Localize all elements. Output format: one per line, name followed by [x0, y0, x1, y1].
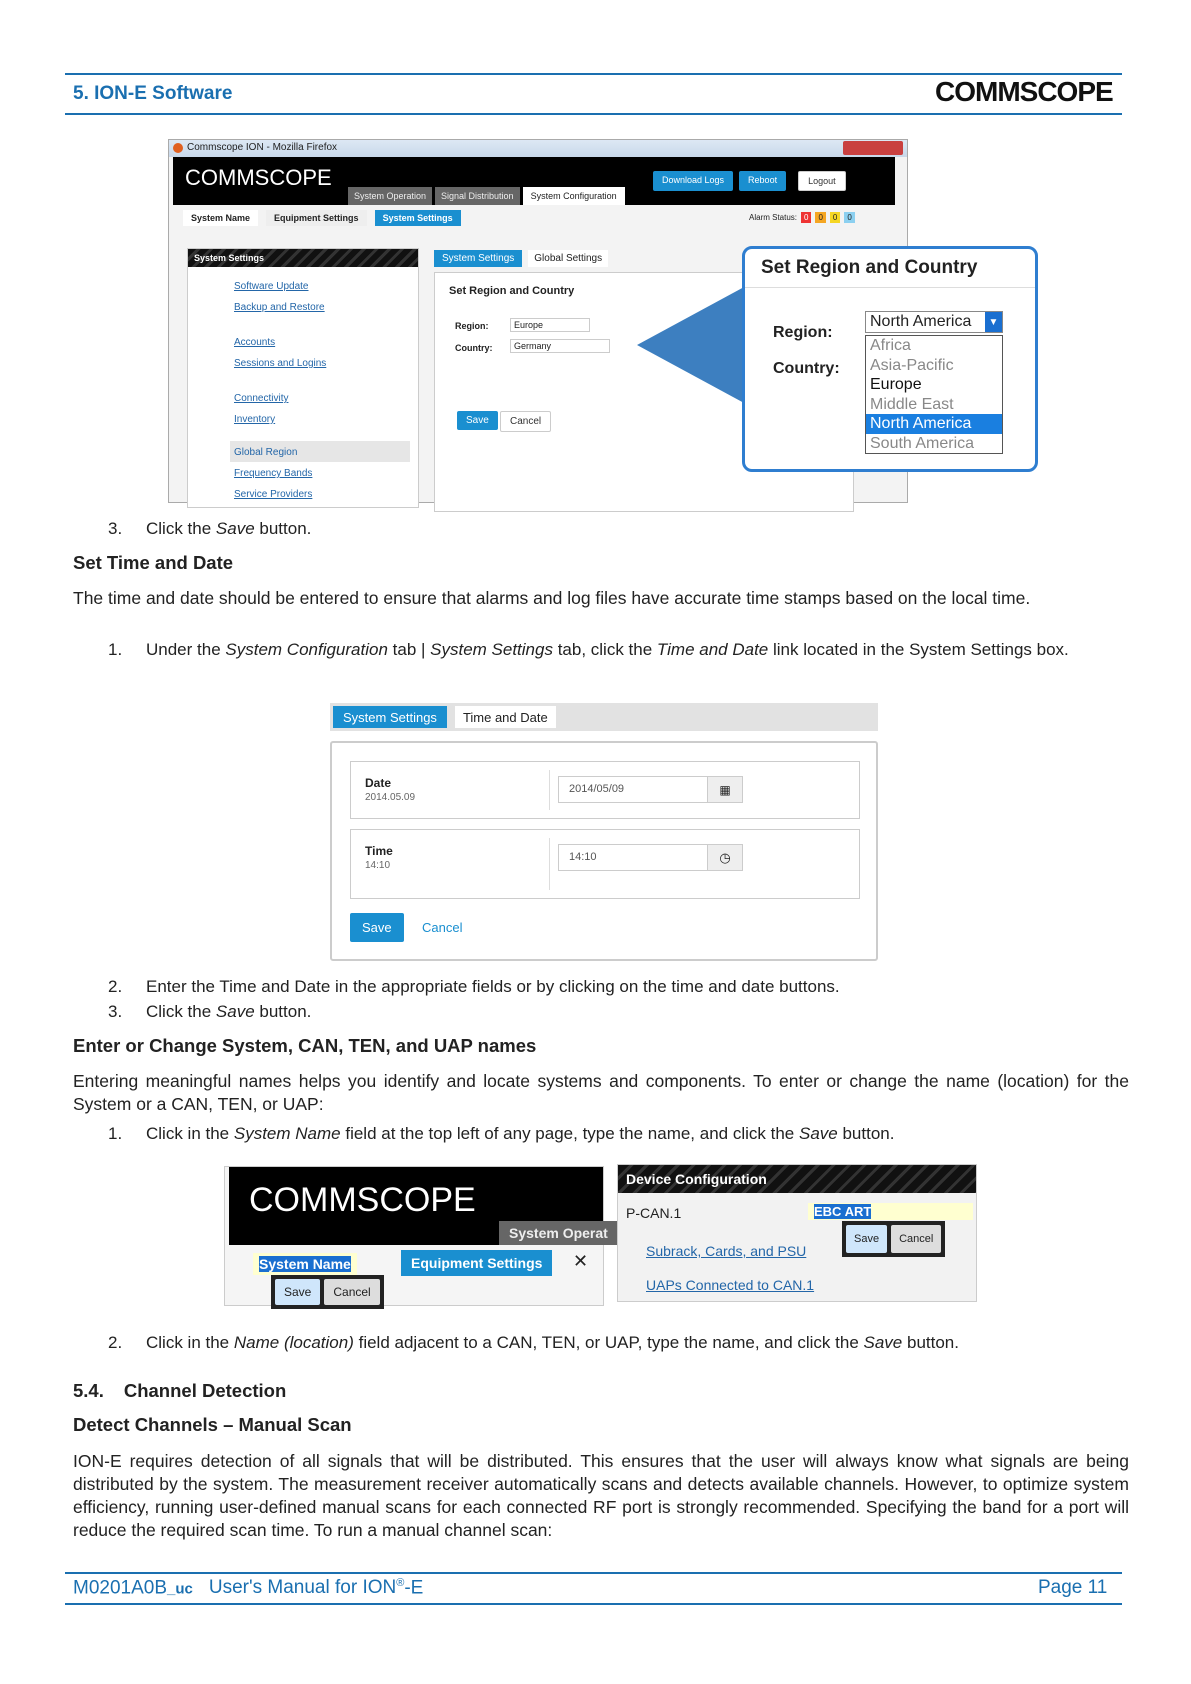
- global-region-link[interactable]: Global Region: [234, 447, 298, 458]
- alarm-major[interactable]: 0: [815, 212, 825, 223]
- sidebar-title: System Settings: [188, 249, 418, 267]
- subrack-link[interactable]: Subrack, Cards, and PSU: [646, 1243, 807, 1259]
- equipment-settings-tab[interactable]: Equipment Settings: [266, 210, 367, 226]
- alarm-status-label: Alarm Status:: [749, 213, 798, 222]
- breadcrumb-system-settings[interactable]: System Settings: [434, 250, 522, 267]
- time-input[interactable]: 14:10: [558, 844, 708, 871]
- system-settings-tab[interactable]: System Settings: [375, 210, 461, 226]
- device-config-screenshot: [617, 1164, 977, 1302]
- country-select[interactable]: Germany: [510, 339, 610, 353]
- tab-system-operation[interactable]: System Operation: [348, 187, 432, 205]
- frequency-bands-link[interactable]: Frequency Bands: [234, 468, 313, 479]
- save-button[interactable]: Save: [275, 1279, 320, 1305]
- region-select[interactable]: Europe: [510, 318, 590, 332]
- save-cancel-popup: [842, 1221, 945, 1257]
- date-input[interactable]: 2014/05/09: [558, 776, 708, 803]
- download-logs-button[interactable]: Download Logs: [653, 171, 733, 191]
- app-header: [173, 157, 895, 205]
- region-screenshot: [168, 139, 999, 503]
- accounts-link[interactable]: Accounts: [234, 337, 276, 348]
- tab-signal-distribution[interactable]: Signal Distribution: [435, 187, 520, 205]
- time-row: [350, 829, 860, 899]
- connectivity-link[interactable]: Connectivity: [234, 393, 289, 404]
- option-north-america[interactable]: North America: [866, 414, 1002, 434]
- alarm-critical[interactable]: 0: [801, 212, 811, 223]
- date-label: Date: [365, 776, 392, 790]
- alarm-minor[interactable]: 0: [830, 212, 840, 223]
- clock-icon[interactable]: ◷: [707, 844, 743, 871]
- window-title: Commscope ION - Mozilla Firefox: [169, 140, 907, 157]
- header-rule: [65, 73, 1122, 75]
- time-label: Time: [365, 844, 393, 858]
- page-number: Page 11: [1038, 1577, 1108, 1598]
- section-header: 5. ION-E Software: [73, 83, 233, 104]
- cancel-link[interactable]: Cancel: [422, 920, 463, 935]
- reboot-button[interactable]: Reboot: [739, 171, 786, 191]
- inventory-link[interactable]: Inventory: [234, 414, 276, 425]
- region-callout: [742, 246, 1038, 472]
- cancel-button[interactable]: Cancel: [324, 1279, 379, 1305]
- country-label: Country:: [455, 343, 493, 353]
- option-asia-pacific[interactable]: Asia-Pacific: [870, 356, 954, 374]
- names-paragraph: Entering meaningful names helps you identify and locate systems and components. To enter or change the name (location) for the System or a CAN, TEN, or UAP:: [73, 1071, 1129, 1114]
- cancel-button[interactable]: Cancel: [500, 411, 551, 432]
- system-name-field[interactable]: System Name: [183, 210, 258, 226]
- uaps-link[interactable]: UAPs Connected to CAN.1: [646, 1277, 815, 1293]
- save-button[interactable]: Save: [846, 1225, 887, 1253]
- callout-region-label: Region:: [773, 324, 833, 341]
- breadcrumb-system-settings[interactable]: System Settings: [333, 706, 447, 728]
- time-heading: Set Time and Date: [73, 552, 234, 573]
- tab-system-operation[interactable]: System Operat: [499, 1221, 619, 1245]
- save-cancel-popup: [271, 1275, 384, 1309]
- callout-title: Set Region and Country: [745, 249, 1035, 288]
- system-name-screenshot: [224, 1166, 608, 1306]
- names-heading: Enter or Change System, CAN, TEN, and UAP names: [73, 1035, 537, 1056]
- calendar-icon[interactable]: ▦: [707, 776, 743, 803]
- date-row: [350, 761, 860, 819]
- time-step-1: 1. Under the System Configuration tab | System Settings tab, click the Time and Date link located in the System Settings box.: [108, 640, 1069, 659]
- logout-button[interactable]: Logout: [798, 171, 846, 191]
- panel-title: Set Region and Country: [449, 285, 575, 297]
- option-south-america[interactable]: South America: [870, 434, 975, 452]
- save-button[interactable]: Save: [457, 411, 498, 430]
- detect-paragraph: ION-E requires detection of all signals that will be distributed. This ensures that the user will always know what signals are being distributed by the system. The measurement receiver automatically scans and detects available channels. However, to optimize system efficiency, running user-defined manual scans for each connected RF port is strongly recommended. Specifying the band for a port will reduce the required scan time. To run a manual channel scan:: [73, 1451, 1129, 1540]
- region-label: Region:: [455, 321, 489, 331]
- save-button[interactable]: Save: [350, 913, 404, 942]
- option-middle-east[interactable]: Middle East: [870, 395, 954, 413]
- settings-sidebar: [187, 248, 419, 508]
- footer-rule-bottom: [65, 1603, 1122, 1605]
- breadcrumb-time-date: Time and Date: [455, 706, 556, 728]
- app-logo: COMMSCOPE: [249, 1181, 476, 1219]
- detect-heading: Detect Channels – Manual Scan: [73, 1414, 352, 1435]
- time-sub: 14:10: [365, 860, 391, 871]
- window-controls[interactable]: [843, 141, 903, 155]
- can-label: P-CAN.1: [626, 1205, 682, 1221]
- region-options: [865, 335, 1003, 454]
- footer-rule: [65, 1572, 1122, 1574]
- header-rule-bottom: [65, 113, 1122, 115]
- alarm-info[interactable]: 0: [844, 212, 854, 223]
- time-date-screenshot: [330, 703, 878, 961]
- service-providers-link[interactable]: Service Providers: [234, 489, 313, 500]
- backup-restore-link[interactable]: Backup and Restore: [234, 302, 325, 313]
- device-config-title: Device Configuration: [618, 1165, 976, 1193]
- date-sub: 2014.05.09: [365, 792, 416, 803]
- option-europe[interactable]: Europe: [870, 376, 922, 393]
- dropdown-arrow-icon[interactable]: ▼: [985, 312, 1002, 332]
- callout-pointer: [637, 280, 757, 410]
- software-update-link[interactable]: Software Update: [234, 281, 309, 292]
- app-logo: COMMSCOPE: [185, 165, 332, 190]
- tab-system-configuration[interactable]: System Configuration: [523, 187, 625, 205]
- equipment-settings-tab[interactable]: Equipment Settings: [401, 1250, 552, 1276]
- system-name-field[interactable]: System Name: [253, 1253, 357, 1275]
- callout-region-select[interactable]: North America ▼: [865, 311, 1003, 333]
- option-africa[interactable]: Africa: [870, 337, 911, 354]
- breadcrumb-global-settings: Global Settings: [528, 250, 608, 267]
- tools-icon: ✕: [573, 1251, 589, 1271]
- footer-doc-title: M0201A0B_uc User's Manual for ION®-E: [73, 1577, 424, 1599]
- can-name-field[interactable]: EBC ART: [808, 1203, 973, 1220]
- sessions-link[interactable]: Sessions and Logins: [234, 358, 327, 369]
- cancel-button[interactable]: Cancel: [891, 1225, 941, 1253]
- callout-country-label: Country:: [773, 360, 840, 377]
- section-5-4-heading: 5.4. Channel Detection: [73, 1380, 287, 1401]
- commscope-logo: COMMSCOPE: [935, 76, 1113, 107]
- firefox-icon: [173, 143, 183, 153]
- time-paragraph: The time and date should be entered to ensure that alarms and log files have accurate time stamps based on the local time.: [73, 588, 1031, 608]
